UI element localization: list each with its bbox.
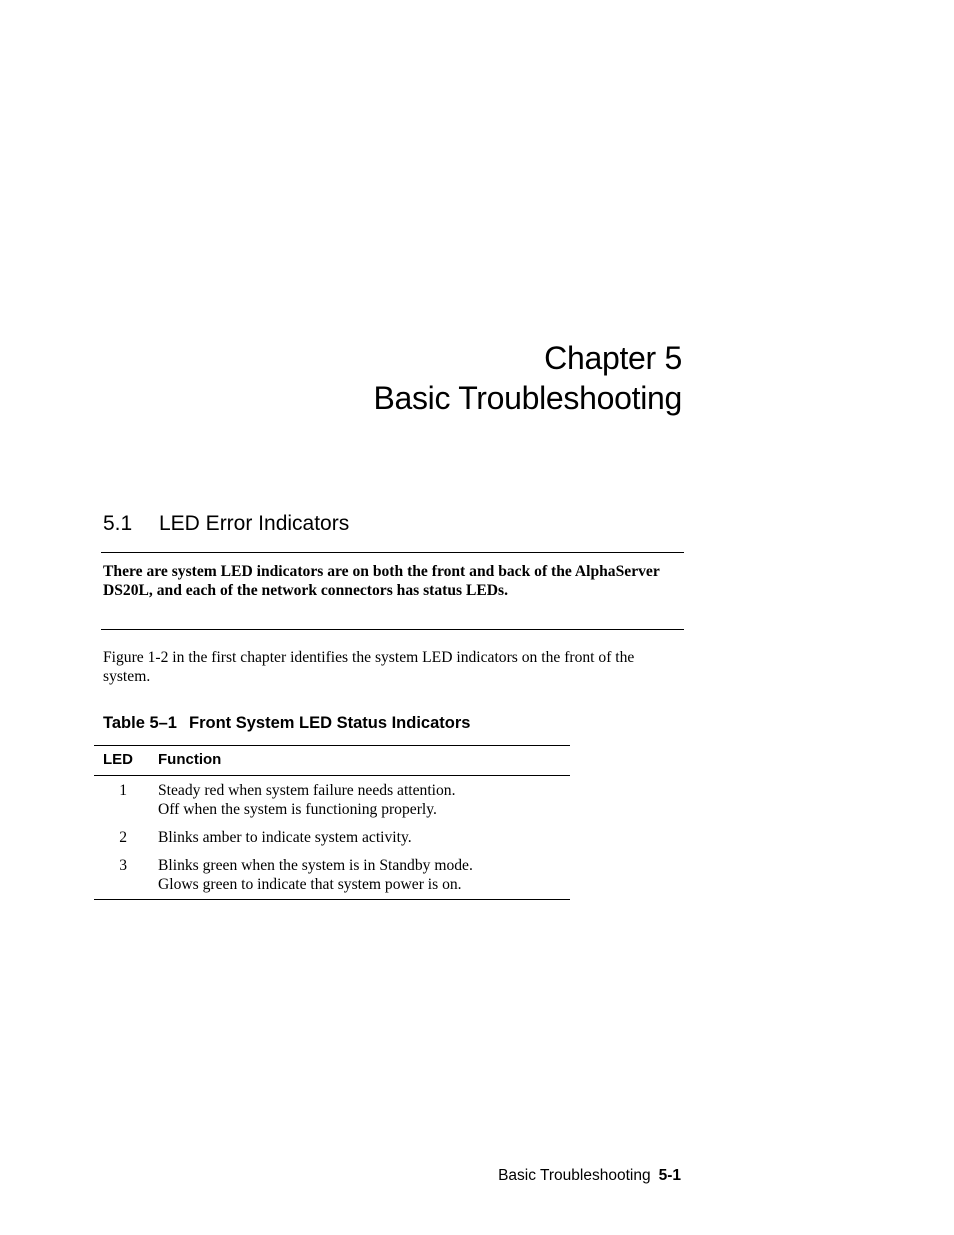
section-heading [103,511,349,537]
note-top-rule [101,552,684,553]
section-title: LED Error Indicators [159,512,350,535]
led-status-table [94,745,570,900]
table-caption-title: Front System LED Status Indicators [188,714,471,732]
led-function [158,856,570,894]
header-function: Function [158,751,222,768]
table-header-row [94,745,570,776]
section-number: 5.1 [103,512,133,535]
table-bottom-rule [94,899,570,900]
footer-running-title: Basic Troubleshooting [498,1167,651,1184]
table-caption [103,713,470,733]
led-number: 1 [119,782,127,799]
function-line: Steady red when system failure needs attention. [158,782,456,799]
note-paragraph: There are system LED indicators are on both the front and back of the AlphaServer DS20L, and each of the network connectors has status LEDs. [103,563,660,599]
body-paragraph: Figure 1-2 in the first chapter identifies the system LED indicators on the front of the system. [103,649,635,685]
function-line: Blinks green when the system is in Standby mode. [158,857,473,874]
footer-page-number: 5-1 [658,1167,681,1184]
led-number: 3 [119,857,127,874]
table-row [94,781,570,819]
function-line: Blinks amber to indicate system activity. [158,829,412,846]
led-function [158,828,570,847]
page-footer [498,1166,681,1186]
function-line: Glows green to indicate that system power is on. [158,876,462,893]
table-row [94,828,570,847]
note-bottom-rule [101,629,684,630]
chapter-title [373,338,682,418]
table-caption-number: Table 5–1 [103,714,177,732]
header-led: LED [103,751,133,768]
function-line: Off when the system is functioning properly. [158,801,437,818]
led-function [158,781,570,819]
chapter-name: Basic Troubleshooting [373,380,682,416]
chapter-label: Chapter 5 [544,340,682,376]
led-number: 2 [119,829,127,846]
table-row [94,856,570,894]
